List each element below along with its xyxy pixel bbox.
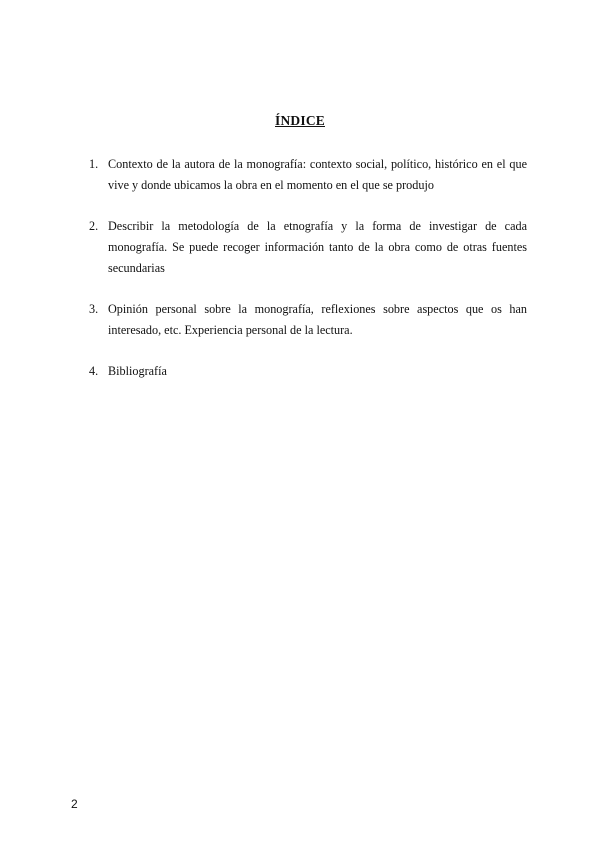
index-item-1 bbox=[89, 154, 527, 196]
index-item-4 bbox=[89, 361, 527, 382]
index-item-number: 3. bbox=[89, 302, 99, 316]
index-item-number: 4. bbox=[89, 364, 99, 378]
index-item-text: Describir la metodología de la etnografía y la forma de investigar de cada monografía. Se puede recoger información tanto de la obra como de otras fuentes secundarias bbox=[108, 219, 527, 275]
page-number: 2 bbox=[71, 797, 78, 811]
index-item-3 bbox=[89, 299, 527, 341]
page-title: ÍNDICE bbox=[275, 113, 325, 128]
index-list bbox=[89, 154, 527, 402]
index-item-number: 1. bbox=[89, 157, 99, 171]
index-item-number: 2. bbox=[89, 219, 99, 233]
index-item-text: Bibliografía bbox=[108, 364, 167, 378]
index-item-2 bbox=[89, 216, 527, 279]
index-item-text: Opinión personal sobre la monografía, reflexiones sobre aspectos que os han interesado, etc. Experiencia personal de la lectura. bbox=[108, 302, 527, 337]
index-item-text: Contexto de la autora de la monografía: contexto social, político, histórico en el que vive y donde ubicamos la obra en el momento en el que se produjo bbox=[108, 157, 527, 192]
